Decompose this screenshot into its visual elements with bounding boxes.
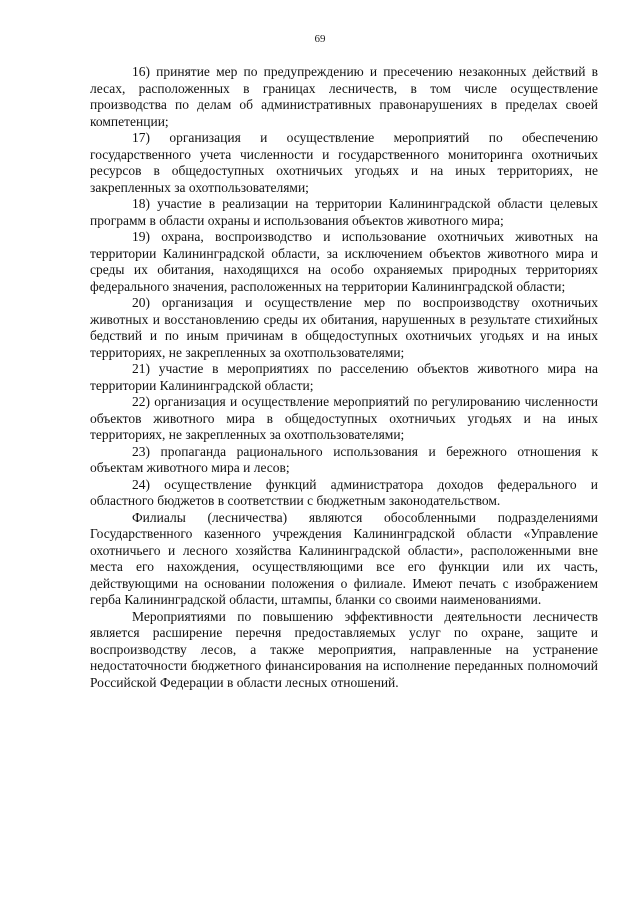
- branches-paragraph: Филиалы (лесничества) являются обособленными подразделениями Государственного казенного учреждения Калининградской области «Управление охотничьего и лесного хозяйства Калининградской области», расположенными вне места его нахождения, осуществляющими все его функции или их часть, действующими на основании положения о филиале. Имеют печать с изображением герба Калининградской области, штампы, бланки со своими наименованиями.: [90, 509, 598, 607]
- document-body: [90, 64, 598, 691]
- page-number: 69: [314, 33, 326, 45]
- measures-paragraph: Мероприятиями по повышению эффективности деятельности лесничеств является расширение перечня предоставляемых услуг по охране, защите и воспроизводству лесов, а также мероприятия, направленные на устранение недостаточности бюджетного финансирования на исполнение переданных полномочий Российской Федерации в области лесных отношений.: [90, 608, 598, 690]
- list-item-23: 23) пропаганда рационального использования и бережного отношения к объектам животного мира и лесов;: [90, 443, 598, 475]
- list-item-17: 17) организация и осуществление мероприятий по обеспечению государственного учета численности и государственного мониторинга охотничьих ресурсов в общедоступных охотничьих угодьях и на иных территориях, не закрепленных за охотпользователями;: [90, 130, 598, 195]
- list-item-21: 21) участие в мероприятиях по расселению объектов животного мира на территории Калининградской области;: [90, 361, 598, 393]
- list-item-20: 20) организация и осуществление мер по воспроизводству охотничьих животных и восстановлению среды их обитания, нарушенных в результате стихийных бедствий и по иным причинам в общедоступных охотничьих угодьях и на иных территориях, не закрепленных за охотпользователями;: [90, 295, 598, 360]
- list-item-24: 24) осуществление функций администратора доходов федерального и областного бюджетов в соответствии с бюджетным законодательством.: [90, 476, 598, 508]
- list-item-16: 16) принятие мер по предупреждению и пресечению незаконных действий в лесах, расположенных в границах лесничеств, в том числе осуществление производства по делам об административных правонарушениях в пределах своей компетенции;: [90, 64, 598, 129]
- list-item-19: 19) охрана, воспроизводство и использование охотничьих животных на территории Калининградской области, за исключением объектов животного мира и среды их обитания, находящихся на особо охраняемых природных территориях федерального значения, расположенных на территории Калининградской области;: [90, 229, 598, 294]
- list-item-22: 22) организация и осуществление мероприятий по регулированию численности объектов животного мира в общедоступных охотничьих угодьях и на иных территориях, не закрепленных за охотпользователями;: [90, 394, 598, 442]
- list-item-18: 18) участие в реализации на территории Калининградской области целевых программ в области охраны и использования объектов животного мира;: [90, 196, 598, 228]
